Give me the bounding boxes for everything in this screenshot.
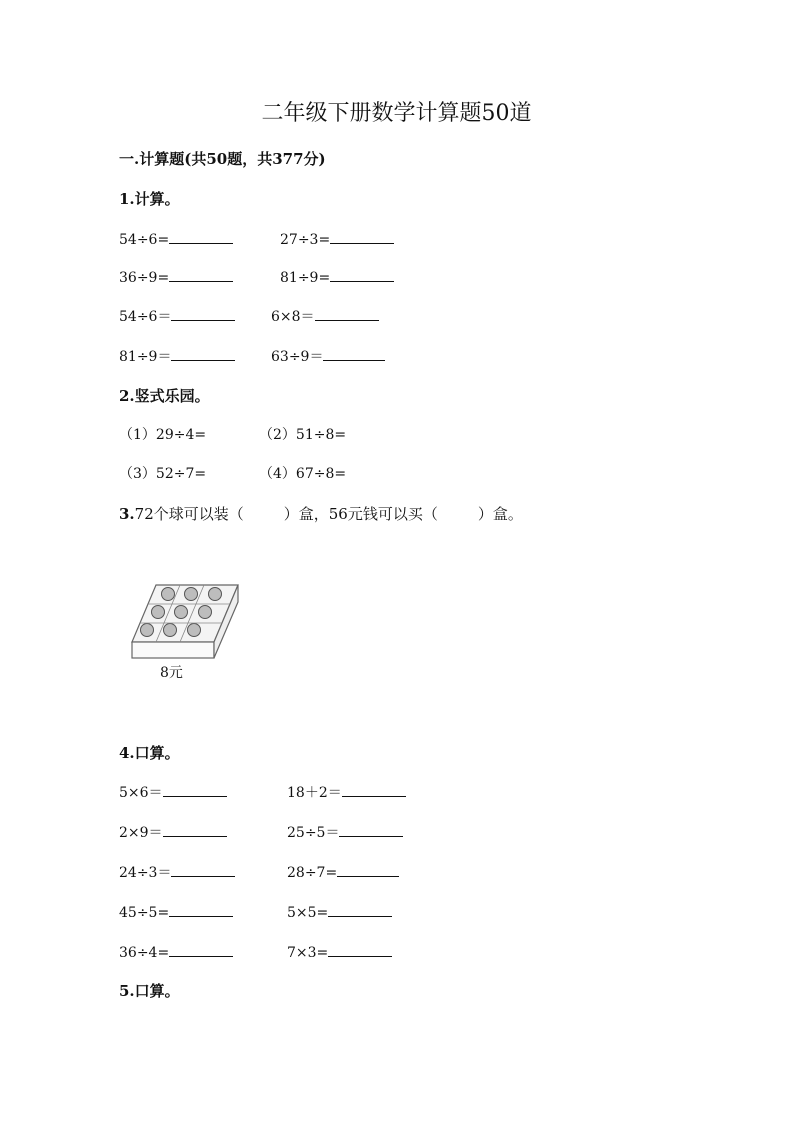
- answer-blank[interactable]: [339, 822, 403, 837]
- q1-item-1: 54÷6=: [119, 229, 233, 248]
- answer-blank[interactable]: [171, 306, 235, 321]
- answer-blank[interactable]: [323, 346, 385, 361]
- q4-item-3: 2×9＝: [119, 822, 227, 842]
- answer-blank[interactable]: [330, 267, 394, 282]
- answer-blank[interactable]: [337, 862, 399, 877]
- question-4-label: 4.口算。: [119, 744, 180, 762]
- q4-item-10: 7×3=: [287, 942, 392, 961]
- q4-item-6: 28÷7=: [287, 862, 399, 881]
- q2-item-2: （2）51÷8=: [259, 427, 347, 443]
- answer-blank[interactable]: [169, 267, 233, 282]
- q4-item-4: 25÷5＝: [287, 822, 403, 842]
- answer-blank[interactable]: [163, 822, 227, 837]
- q1-item-7: 81÷9＝: [119, 346, 235, 366]
- answer-blank[interactable]: [171, 346, 235, 361]
- answer-blank[interactable]: [169, 942, 233, 957]
- q1-item-3: 36÷9=: [119, 267, 233, 286]
- question-3-text: 3.72个球可以装（ ）盒，56元钱可以买（ ）盒。: [119, 505, 523, 523]
- answer-blank[interactable]: [169, 902, 233, 917]
- q1-item-5: 54÷6＝: [119, 306, 235, 326]
- q1-item-6: 6×8＝: [271, 306, 379, 326]
- q4-item-1: 5×6＝: [119, 782, 227, 802]
- price-label: 8元: [160, 665, 183, 681]
- answer-blank[interactable]: [342, 782, 406, 797]
- answer-blank[interactable]: [330, 229, 394, 244]
- q4-item-8: 5×5=: [287, 902, 392, 921]
- answer-blank[interactable]: [328, 902, 392, 917]
- answer-blank[interactable]: [171, 862, 235, 877]
- q4-item-5: 24÷3＝: [119, 862, 235, 882]
- q2-item-1: （1）29÷4=: [119, 427, 207, 443]
- q4-item-7: 45÷5=: [119, 902, 233, 921]
- q1-item-4: 81÷9=: [280, 267, 394, 286]
- page-title: 二年级下册数学计算题50道: [261, 101, 532, 126]
- q2-item-3: （3）52÷7=: [119, 466, 207, 482]
- answer-blank[interactable]: [163, 782, 227, 797]
- answer-blank[interactable]: [315, 306, 379, 321]
- answer-blank[interactable]: [169, 229, 233, 244]
- section-heading: 一.计算题(共50题，共377分): [119, 150, 326, 168]
- q4-item-2: 18＋2＝: [287, 782, 406, 802]
- q2-item-4: （4）67÷8=: [259, 466, 347, 482]
- ball-box-illustration: [128, 580, 240, 680]
- q4-item-9: 36÷4=: [119, 942, 233, 961]
- q1-item-2: 27÷3=: [280, 229, 394, 248]
- q1-item-8: 63÷9＝: [271, 346, 385, 366]
- question-1-label: 1.计算。: [119, 190, 180, 208]
- question-5-label: 5.口算。: [119, 982, 180, 1000]
- answer-blank[interactable]: [328, 942, 392, 957]
- question-2-label: 2.竖式乐园。: [119, 387, 210, 405]
